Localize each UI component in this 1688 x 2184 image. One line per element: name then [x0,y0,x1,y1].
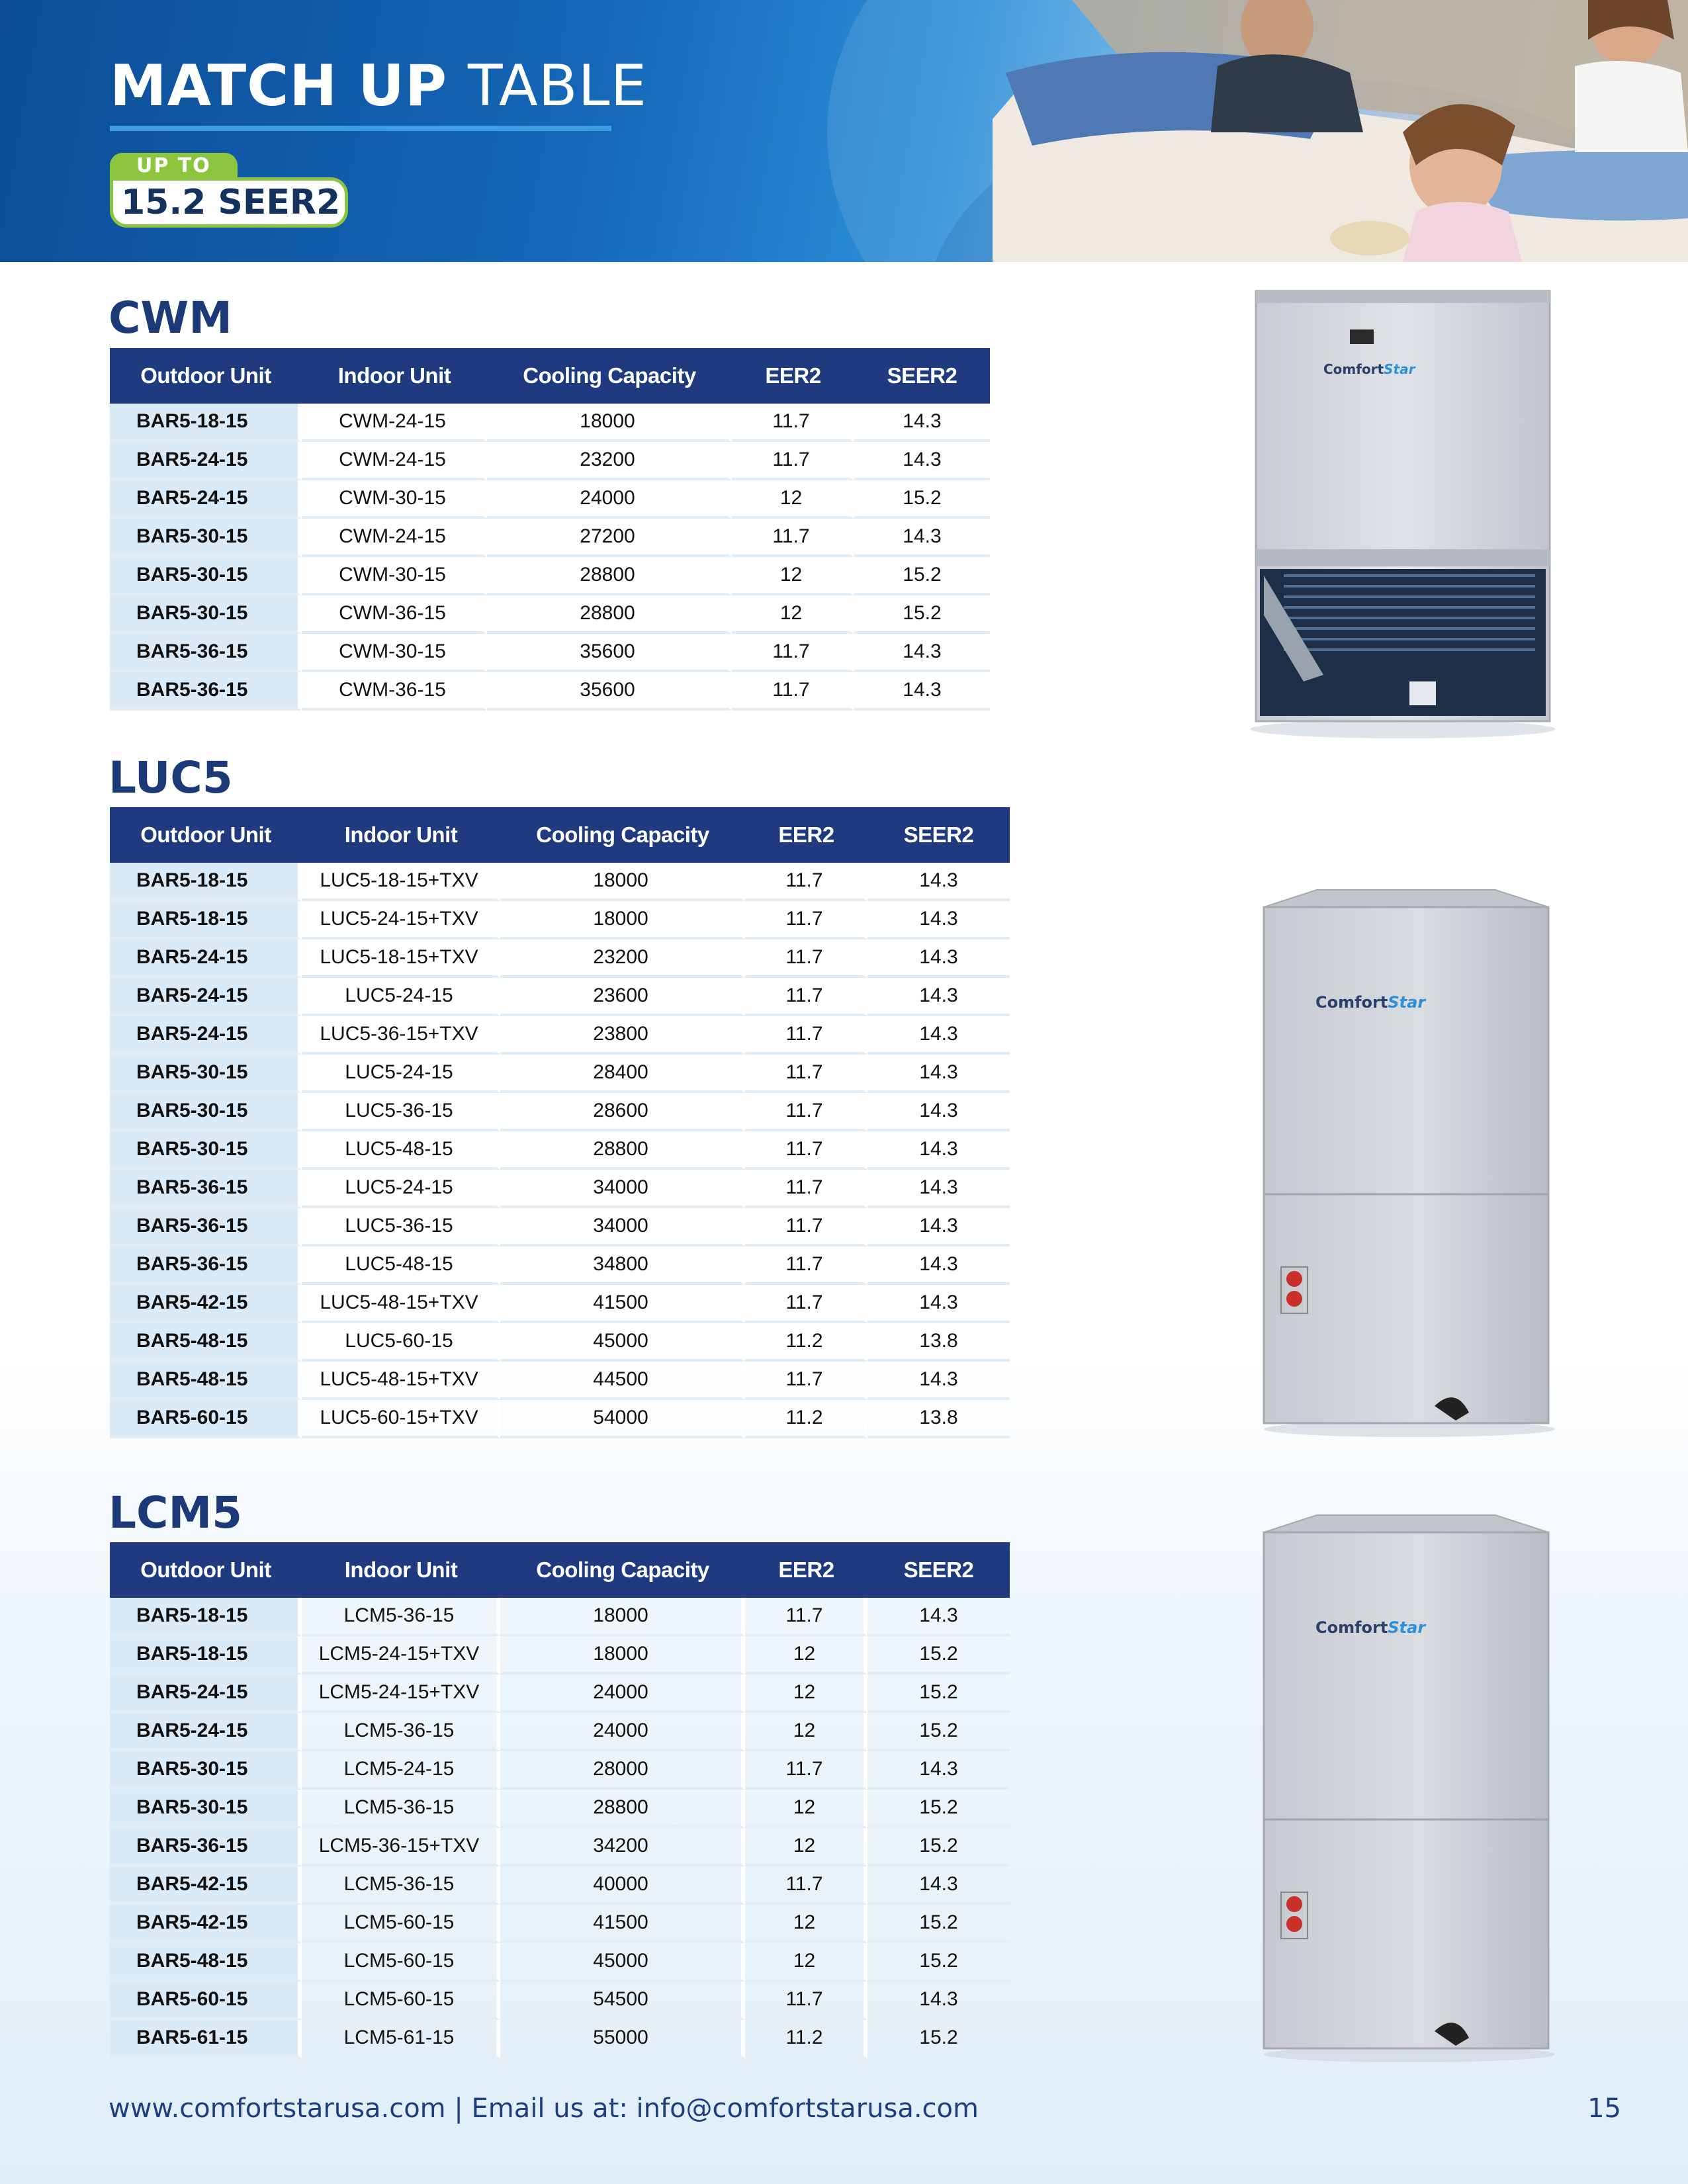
cell-eer2: 11.7 [745,1982,867,2020]
cell-outdoor-unit: BAR5-30-15 [110,519,302,557]
match-table-cwm [110,348,990,711]
cell-indoor-unit: LUC5-48-15 [302,1131,500,1170]
cell-seer2: 14.3 [854,442,990,480]
svg-text:ComfortStar: ComfortStar [1315,1618,1426,1637]
cell-outdoor-unit: BAR5-18-15 [110,404,302,442]
page-number: 15 [1587,2093,1621,2124]
cell-outdoor-unit: BAR5-61-15 [110,2020,302,2058]
cell-seer2: 15.2 [867,1943,1010,1982]
cell-seer2: 14.3 [867,1285,1010,1323]
cell-seer2: 15.2 [854,557,990,595]
cell-eer2: 12 [745,1675,867,1713]
cell-indoor-unit: LCM5-36-15 [302,1790,500,1828]
cell-indoor-unit: LUC5-48-15+TXV [302,1362,500,1400]
svg-text:ComfortStar: ComfortStar [1315,993,1426,1012]
cell-indoor-unit: CWM-24-15 [302,519,487,557]
column-header-cooling-capacity: Cooling Capacity [487,348,732,404]
cell-seer2: 15.2 [867,2020,1010,2058]
cell-indoor-unit: LUC5-24-15+TXV [302,901,500,939]
column-header-eer2: EER2 [745,1542,867,1598]
cell-seer2: 14.3 [854,519,990,557]
cell-indoor-unit: LCM5-24-15+TXV [302,1636,500,1675]
cell-outdoor-unit: BAR5-36-15 [110,634,302,672]
cell-cooling-capacity: 41500 [500,1285,745,1323]
table-row [110,901,1010,939]
cell-seer2: 15.2 [867,1636,1010,1675]
cell-eer2: 11.7 [745,1208,867,1246]
cell-eer2: 11.2 [745,2020,867,2058]
cell-seer2: 14.3 [867,1982,1010,2020]
cell-seer2: 13.8 [867,1400,1010,1438]
cell-outdoor-unit: BAR5-30-15 [110,1751,302,1790]
cell-seer2: 14.3 [867,1093,1010,1131]
cell-cooling-capacity: 24000 [500,1713,745,1751]
table-row [110,404,990,442]
cell-seer2: 14.3 [867,939,1010,978]
cell-eer2: 11.2 [745,1400,867,1438]
cell-seer2: 14.3 [867,863,1010,901]
cell-cooling-capacity: 54000 [500,1400,745,1438]
cell-outdoor-unit: BAR5-30-15 [110,1790,302,1828]
cell-seer2: 14.3 [854,634,990,672]
cell-outdoor-unit: BAR5-24-15 [110,1016,302,1055]
cell-indoor-unit: LCM5-60-15 [302,1943,500,1982]
cell-seer2: 15.2 [854,595,990,634]
cell-outdoor-unit: BAR5-30-15 [110,595,302,634]
table-header-row [110,1542,1010,1598]
cell-seer2: 14.3 [867,1866,1010,1905]
cell-indoor-unit: CWM-36-15 [302,672,487,711]
cell-outdoor-unit: BAR5-24-15 [110,978,302,1016]
cell-outdoor-unit: BAR5-36-15 [110,1246,302,1285]
cell-indoor-unit: LUC5-24-15 [302,1055,500,1093]
column-header-outdoor-unit: Outdoor Unit [110,348,302,404]
cell-cooling-capacity: 28600 [500,1093,745,1131]
cell-outdoor-unit: BAR5-48-15 [110,1362,302,1400]
cell-indoor-unit: CWM-30-15 [302,480,487,519]
cell-indoor-unit: CWM-36-15 [302,595,487,634]
table-row [110,1636,1010,1675]
cell-cooling-capacity: 18000 [500,901,745,939]
cell-eer2: 11.7 [745,1751,867,1790]
cell-cooling-capacity: 27200 [487,519,732,557]
table-row [110,1943,1010,1982]
column-header-indoor-unit: Indoor Unit [302,348,487,404]
cell-outdoor-unit: BAR5-48-15 [110,1323,302,1362]
table-row [110,863,1010,901]
cell-indoor-unit: LCM5-36-15 [302,1598,500,1636]
table-row [110,1208,1010,1246]
cell-seer2: 14.3 [867,1208,1010,1246]
cell-indoor-unit: LUC5-48-15 [302,1246,500,1285]
cell-indoor-unit: LUC5-24-15 [302,1170,500,1208]
cell-outdoor-unit: BAR5-42-15 [110,1285,302,1323]
cell-seer2: 14.3 [867,1131,1010,1170]
table-row [110,939,1010,978]
table-row [110,1675,1010,1713]
cell-outdoor-unit: BAR5-30-15 [110,557,302,595]
cell-outdoor-unit: BAR5-36-15 [110,1208,302,1246]
svg-text:ComfortStar: ComfortStar [1323,361,1415,377]
cell-seer2: 15.2 [867,1905,1010,1943]
cell-eer2: 11.7 [745,1246,867,1285]
cell-outdoor-unit: BAR5-18-15 [110,863,302,901]
cell-cooling-capacity: 28800 [487,557,732,595]
cell-indoor-unit: LCM5-36-15 [302,1713,500,1751]
table-header-row [110,348,990,404]
match-table-luc5 [110,807,1010,1438]
cell-seer2: 15.2 [854,480,990,519]
cell-cooling-capacity: 23200 [500,939,745,978]
cell-cooling-capacity: 23800 [500,1016,745,1055]
cell-eer2: 11.7 [732,634,854,672]
cell-indoor-unit: LUC5-36-15 [302,1093,500,1131]
cell-eer2: 12 [745,1905,867,1943]
cell-seer2: 14.3 [854,404,990,442]
column-header-seer2: SEER2 [867,1542,1010,1598]
table-row [110,634,990,672]
cell-outdoor-unit: BAR5-36-15 [110,672,302,711]
cell-cooling-capacity: 18000 [500,863,745,901]
table-row [110,1751,1010,1790]
cell-outdoor-unit: BAR5-42-15 [110,1905,302,1943]
cell-outdoor-unit: BAR5-24-15 [110,442,302,480]
cell-indoor-unit: LUC5-18-15+TXV [302,863,500,901]
table-row [110,1246,1010,1285]
table-row [110,1828,1010,1866]
cell-cooling-capacity: 18000 [487,404,732,442]
footer-contact: www.comfortstarusa.com | Email us at: info@comfortstarusa.com [109,2093,979,2124]
cell-cooling-capacity: 35600 [487,672,732,711]
cell-eer2: 11.7 [732,519,854,557]
cell-eer2: 11.7 [745,1093,867,1131]
column-header-cooling-capacity: Cooling Capacity [500,1542,745,1598]
cell-cooling-capacity: 45000 [500,1323,745,1362]
cell-eer2: 11.7 [745,978,867,1016]
cell-cooling-capacity: 41500 [500,1905,745,1943]
column-header-indoor-unit: Indoor Unit [302,1542,500,1598]
cell-indoor-unit: LUC5-60-15 [302,1323,500,1362]
cell-indoor-unit: CWM-30-15 [302,557,487,595]
title-underline [110,126,611,131]
cell-outdoor-unit: BAR5-60-15 [110,1400,302,1438]
table-row [110,557,990,595]
cell-seer2: 14.3 [867,1246,1010,1285]
cell-seer2: 14.3 [867,1170,1010,1208]
cell-eer2: 11.7 [745,901,867,939]
cell-indoor-unit: LCM5-60-15 [302,1982,500,2020]
cell-eer2: 12 [745,1828,867,1866]
column-header-cooling-capacity: Cooling Capacity [500,807,745,863]
cell-seer2: 15.2 [867,1713,1010,1751]
cell-cooling-capacity: 54500 [500,1982,745,2020]
table-row [110,978,1010,1016]
badge-seer2: 15.2 SEER2 [110,177,348,228]
cell-outdoor-unit: BAR5-30-15 [110,1093,302,1131]
cell-outdoor-unit: BAR5-18-15 [110,901,302,939]
cell-eer2: 12 [745,1713,867,1751]
cell-eer2: 12 [732,557,854,595]
cell-indoor-unit: LCM5-36-15+TXV [302,1828,500,1866]
cell-seer2: 14.3 [867,1055,1010,1093]
cell-indoor-unit: LCM5-24-15+TXV [302,1675,500,1713]
table-row [110,480,990,519]
cell-eer2: 11.7 [745,1285,867,1323]
column-header-seer2: SEER2 [867,807,1010,863]
cell-indoor-unit: LUC5-18-15+TXV [302,939,500,978]
cell-eer2: 11.7 [732,672,854,711]
table-row [110,1170,1010,1208]
cell-seer2: 14.3 [867,1362,1010,1400]
table-row [110,1093,1010,1131]
cell-eer2: 11.7 [745,1055,867,1093]
cell-indoor-unit: LUC5-36-15 [302,1208,500,1246]
cell-cooling-capacity: 40000 [500,1866,745,1905]
cell-outdoor-unit: BAR5-30-15 [110,1055,302,1093]
cell-cooling-capacity: 55000 [500,2020,745,2058]
column-header-seer2: SEER2 [854,348,990,404]
cell-outdoor-unit: BAR5-36-15 [110,1170,302,1208]
table-row [110,1285,1010,1323]
table-row [110,2020,1010,2058]
cell-indoor-unit: CWM-30-15 [302,634,487,672]
luc5-unit-image [1257,883,1562,1439]
header-banner [0,0,1688,262]
cell-outdoor-unit: BAR5-60-15 [110,1982,302,2020]
cell-cooling-capacity: 44500 [500,1362,745,1400]
cell-seer2: 14.3 [867,1598,1010,1636]
cell-cooling-capacity: 34000 [500,1170,745,1208]
cell-outdoor-unit: BAR5-24-15 [110,1713,302,1751]
cell-seer2: 15.2 [867,1828,1010,1866]
table-row [110,595,990,634]
column-header-outdoor-unit: Outdoor Unit [110,1542,302,1598]
table-row [110,1131,1010,1170]
cell-cooling-capacity: 23600 [500,978,745,1016]
cell-cooling-capacity: 34000 [500,1208,745,1246]
cell-cooling-capacity: 28000 [500,1751,745,1790]
cell-cooling-capacity: 34800 [500,1246,745,1285]
match-table-lcm5 [110,1542,1010,2058]
page-title: MATCH UP TABLE [110,53,647,119]
table-row [110,1055,1010,1093]
cell-seer2: 14.3 [867,901,1010,939]
cell-outdoor-unit: BAR5-30-15 [110,1131,302,1170]
cell-outdoor-unit: BAR5-18-15 [110,1598,302,1636]
cell-indoor-unit: LUC5-60-15+TXV [302,1400,500,1438]
cell-indoor-unit: LUC5-48-15+TXV [302,1285,500,1323]
cell-eer2: 11.7 [745,1598,867,1636]
family-photo [993,0,1688,262]
cell-eer2: 11.7 [745,863,867,901]
table-row [110,1362,1010,1400]
cell-cooling-capacity: 28800 [500,1790,745,1828]
cwm-unit-image [1244,284,1562,741]
cell-cooling-capacity: 24000 [487,480,732,519]
table-row [110,1400,1010,1438]
column-header-eer2: EER2 [732,348,854,404]
cell-cooling-capacity: 35600 [487,634,732,672]
cell-eer2: 12 [745,1943,867,1982]
cell-cooling-capacity: 18000 [500,1636,745,1675]
cell-outdoor-unit: BAR5-42-15 [110,1866,302,1905]
cell-seer2: 14.3 [867,1751,1010,1790]
column-header-outdoor-unit: Outdoor Unit [110,807,302,863]
cell-outdoor-unit: BAR5-24-15 [110,939,302,978]
cell-eer2: 11.7 [745,939,867,978]
table-row [110,519,990,557]
cell-seer2: 14.3 [867,978,1010,1016]
cell-indoor-unit: LCM5-61-15 [302,2020,500,2058]
cell-eer2: 11.7 [745,1866,867,1905]
cell-eer2: 12 [745,1790,867,1828]
table-row [110,1790,1010,1828]
cell-eer2: 12 [745,1636,867,1675]
cell-seer2: 14.3 [867,1016,1010,1055]
cell-indoor-unit: CWM-24-15 [302,442,487,480]
cell-indoor-unit: LCM5-24-15 [302,1751,500,1790]
cell-indoor-unit: LUC5-24-15 [302,978,500,1016]
cell-outdoor-unit: BAR5-48-15 [110,1943,302,1982]
cell-cooling-capacity: 34200 [500,1828,745,1866]
cell-cooling-capacity: 28800 [487,595,732,634]
cell-outdoor-unit: BAR5-24-15 [110,480,302,519]
cell-eer2: 12 [732,595,854,634]
lcm5-unit-image [1257,1508,1562,2064]
cell-indoor-unit: LUC5-36-15+TXV [302,1016,500,1055]
table-row [110,1713,1010,1751]
cell-eer2: 12 [732,480,854,519]
section-title-lcm5: LCM5 [109,1487,243,1538]
cell-outdoor-unit: BAR5-36-15 [110,1828,302,1866]
table-row [110,1982,1010,2020]
cell-eer2: 11.7 [732,442,854,480]
cell-eer2: 11.7 [732,404,854,442]
cell-cooling-capacity: 23200 [487,442,732,480]
table-row [110,442,990,480]
table-row [110,672,990,711]
cell-indoor-unit: LCM5-36-15 [302,1866,500,1905]
cell-outdoor-unit: BAR5-18-15 [110,1636,302,1675]
section-title-luc5: LUC5 [109,752,233,803]
column-header-eer2: EER2 [745,807,867,863]
column-header-indoor-unit: Indoor Unit [302,807,500,863]
cell-cooling-capacity: 28400 [500,1055,745,1093]
badge-up-to: UP TO [110,153,238,178]
table-row [110,1016,1010,1055]
cell-cooling-capacity: 18000 [500,1598,745,1636]
cell-cooling-capacity: 28800 [500,1131,745,1170]
cell-eer2: 11.7 [745,1170,867,1208]
cell-seer2: 15.2 [867,1790,1010,1828]
table-row [110,1598,1010,1636]
cell-outdoor-unit: BAR5-24-15 [110,1675,302,1713]
cell-eer2: 11.7 [745,1016,867,1055]
cell-cooling-capacity: 24000 [500,1675,745,1713]
table-row [110,1323,1010,1362]
cell-eer2: 11.7 [745,1362,867,1400]
cell-seer2: 15.2 [867,1675,1010,1713]
cell-cooling-capacity: 45000 [500,1943,745,1982]
cell-eer2: 11.2 [745,1323,867,1362]
table-row [110,1866,1010,1905]
table-header-row [110,807,1010,863]
cell-seer2: 14.3 [854,672,990,711]
cell-eer2: 11.7 [745,1131,867,1170]
cell-seer2: 13.8 [867,1323,1010,1362]
section-title-cwm: CWM [109,292,232,343]
cell-indoor-unit: LCM5-60-15 [302,1905,500,1943]
cell-indoor-unit: CWM-24-15 [302,404,487,442]
table-row [110,1905,1010,1943]
